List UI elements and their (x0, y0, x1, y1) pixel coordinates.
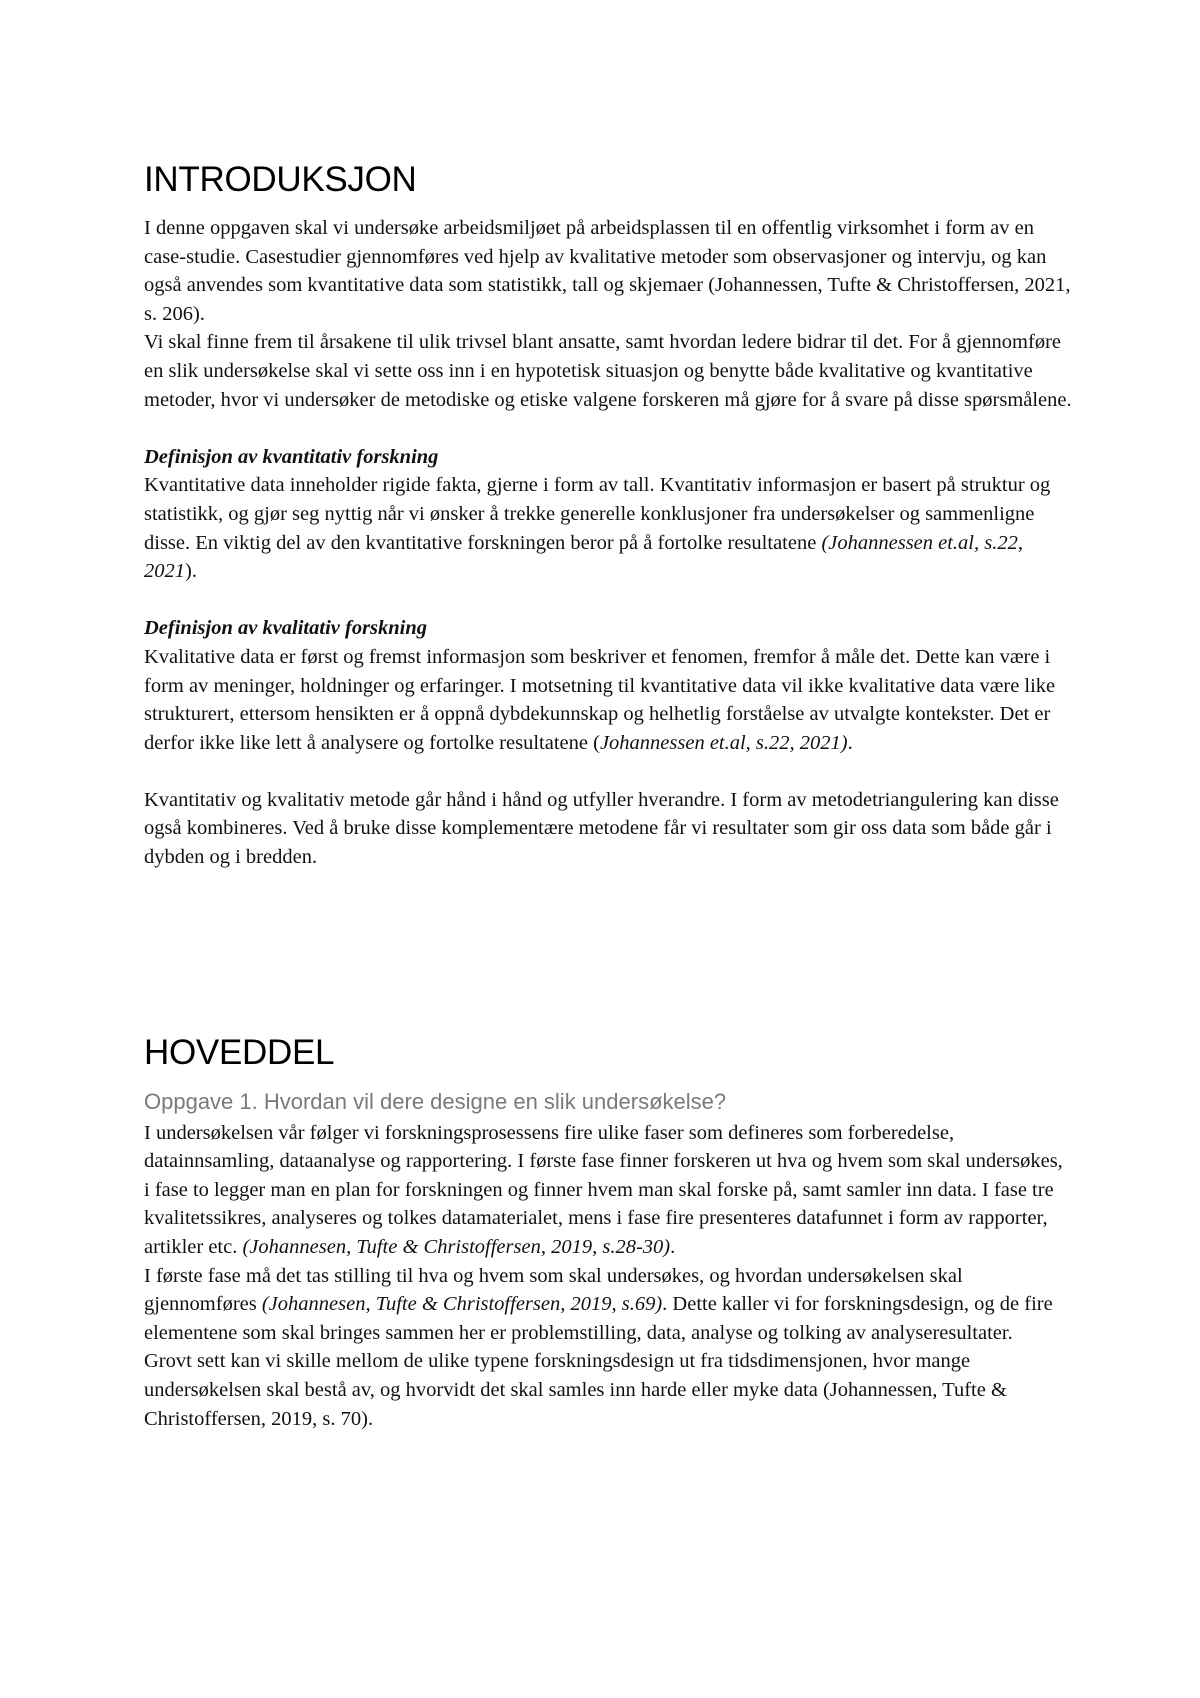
quantitative-definition-title: Definisjon av kvantitativ forskning (144, 445, 439, 468)
spacer (144, 414, 1072, 443)
section-spacer (144, 872, 1072, 1031)
main-paragraph-1-body: I undersøkelsen vår følger vi forskningsprosessens fire ulike faser som defineres som forberedelse, datainnsamling, dataanalyse og rapportering. I første fase finner forskeren ut hva og hvem som skal undersøkes, i fase to legger man en plan for forskningen og finner hvem man skal forske på, samt samler inn data. I fase tre kvalitetssikres, analyseres og tolkes datamaterialet, mens i fase fire presenteres datafunnet i form av rapporter, artikler etc. (144, 1121, 1063, 1259)
main-heading: HOVEDDEL (144, 1032, 335, 1072)
qualitative-definition-text (144, 643, 1072, 757)
intro-paragraph-1: I denne oppgaven skal vi undersøke arbeidsmiljøet på arbeidsplassen til en offentlig virksomhet i form av en case-studie. Casestudier gjennomføres ved hjelp av kvalitative metoder som observasjoner og intervju, og kan også anvendes som kvantitative data som statistikk, tall og skjemaer (Johannessen, Tufte & Christoffersen, 2021, s. 206). (144, 217, 1071, 325)
spacer (144, 757, 1072, 786)
main-paragraph-2 (144, 1262, 1072, 1348)
intro-paragraph-2: Vi skal finne frem til årsakene til ulik trivsel blant ansatte, samt hvordan ledere bidrar til det. For å gjennomføre en slik undersøkelse skal vi sette oss inn i en hypotetisk situasjon og benytte både kvalitative og kvantitative metoder, hvor vi undersøker de metodiske og etiske valgene forskeren må gjøre for å svare på disse spørsmålene. (144, 331, 1072, 411)
quantitative-definition-text (144, 471, 1072, 585)
main-paragraph-2-body: I første fase må det tas stilling til hva og hvem som skal undersøkes, og hvordan undersøkelsen skal gjennomføres (144, 1264, 963, 1316)
main-paragraph-1 (144, 1119, 1072, 1262)
main-paragraph-2-citation: (Johannesen, Tufte & Christoffersen, 2019, s.69) (261, 1293, 663, 1316)
task-subheading: Oppgave 1. Hvordan vil dere designe en slik undersøkelse? (144, 1088, 727, 1114)
intro-heading: INTRODUKSJON (144, 160, 417, 199)
main-paragraph-1-end: . (670, 1236, 676, 1259)
document-content (144, 158, 1072, 1433)
spacer (144, 586, 1072, 615)
main-paragraph-1-citation: (Johannesen, Tufte & Christoffersen, 2019, s.28-30) (242, 1236, 671, 1259)
quantitative-definition-citation: (Johannessen et.al, s.22, 2021 (144, 531, 1023, 583)
qualitative-definition-body: Kvalitative data er først og fremst informasjon som beskriver et fenomen, fremfor å måle det. Dette kan være i form av meninger, holdninger og erfaringer. I motsetning til kvantitative data vil ikke kvalitative data være like strukturert, ettersom hensikten er å oppnå dybdekunnskap og helhetlig forståelse av utvalgte kontekster. Det er derfor ikke like lett å analysere og fortolke resultatene ( (144, 645, 1056, 754)
qualitative-definition-citation: Johannessen et.al, s.22, 2021) (599, 731, 848, 754)
main-paragraph-3: Grovt sett kan vi skille mellom de ulike typene forskningsdesign ut fra tidsdimensjonen, hvor mange undersøkelsen skal bestå av, og hvorvidt det skal samles inn harde eller myke data (Johannessen, Tufte & Christoffersen, 2019, s. 70). (144, 1350, 1007, 1430)
intro-paragraph-3: Kvantitativ og kvalitativ metode går hånd i hånd og utfyller hverandre. I form av metodetriangulering kan disse også kombineres. Ved å bruke disse komplementære metodene får vi resultater som gir oss data som både går i dybden og i bredden. (144, 788, 1059, 869)
main-paragraph-2-end: . Dette kaller vi for forskningsdesign, og de fire elementene som skal bringes sammen her er problemstilling, data, analyse og tolking av analyseresultater. (144, 1293, 1053, 1344)
quantitative-definition-end: ). (185, 560, 197, 583)
quantitative-definition-body: Kvantitative data inneholder rigide fakta, gjerne i form av tall. Kvantitativ informasjon er basert på struktur og statistikk, og gjør seg nyttig når vi ønsker å trekke generelle konklusjoner fra undersøkelser og sammenligne disse. En viktig del av den kvantitative forskningen beror på å fortolke resultatene (144, 474, 1051, 554)
qualitative-definition-title: Definisjon av kvalitativ forskning (144, 617, 428, 640)
qualitative-definition-end: . (847, 731, 853, 754)
